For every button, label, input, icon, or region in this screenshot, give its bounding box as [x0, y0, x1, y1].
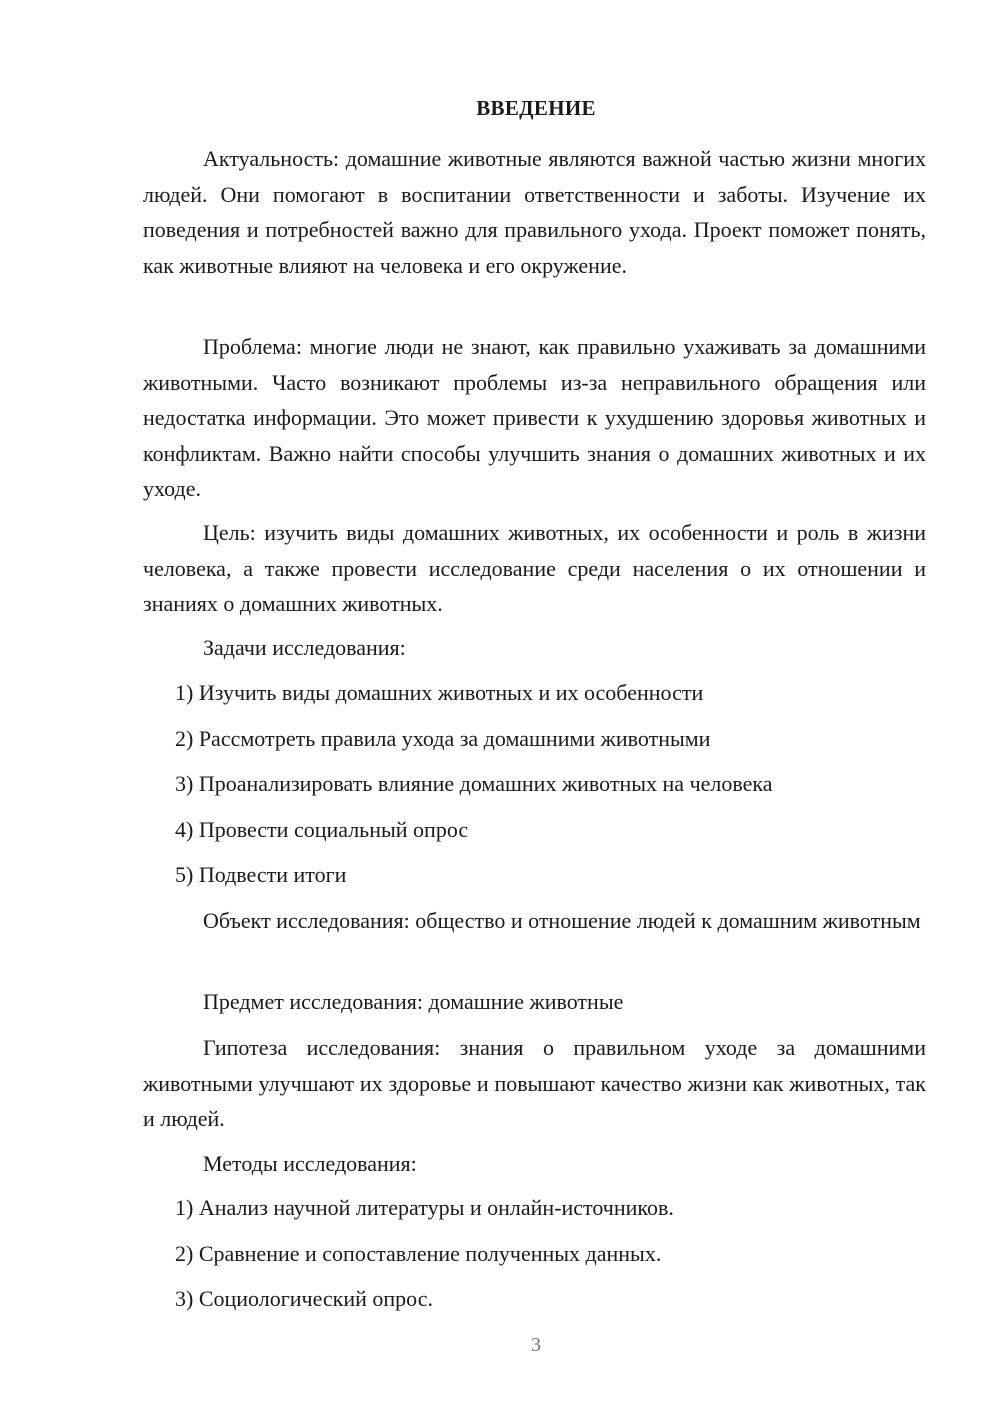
goal-paragraph: Цель: изучить виды домашних животных, их особенности и роль в жизни человека, а также провести исследование среди населения о их отношении и знаниях о домашних животных.	[143, 520, 926, 616]
object-paragraph: Объект исследования: общество и отношение людей к домашним животным	[203, 908, 921, 933]
page-number: 3	[531, 1334, 541, 1356]
method-item-2: 2) Сравнение и сопоставление полученных данных.	[175, 1241, 662, 1266]
task-item-1: 1) Изучить виды домашних животных и их особенности	[175, 680, 704, 705]
task-item-4: 4) Провести социальный опрос	[175, 817, 469, 842]
problem-paragraph: Проблема: многие люди не знают, как правильно ухаживать за домашними животными. Часто возникают проблемы из-за неправильного обращения или недостатка информации. Это может привести к ухудшению здоровья животных и конфликтам. Важно найти способы улучшить знания о домашних животных и их уходе.	[143, 334, 926, 501]
methods-heading: Методы исследования:	[203, 1151, 417, 1176]
task-item-5: 5) Подвести итоги	[175, 862, 347, 887]
method-item-1: 1) Анализ научной литературы и онлайн-источников.	[175, 1195, 674, 1220]
subject-paragraph: Предмет исследования: домашние животные	[203, 989, 624, 1014]
task-item-2: 2) Рассмотреть правила ухода за домашними животными	[175, 726, 711, 751]
tasks-heading: Задачи исследования:	[203, 635, 406, 660]
method-item-3: 3) Социологический опрос.	[175, 1286, 433, 1311]
task-item-3: 3) Проанализировать влияние домашних животных на человека	[175, 771, 773, 796]
hypothesis-paragraph: Гипотеза исследования: знания о правильном уходе за домашними животными улучшают их здоровье и повышают качество жизни как животных, так и людей.	[143, 1035, 926, 1131]
relevance-paragraph: Актуальность: домашние животные являются важной частью жизни многих людей. Они помогают в воспитании ответственности и заботы. Изучение их поведения и потребностей важно для правильного ухода. Проект поможет понять, как животные влияют на человека и его окружение.	[143, 146, 926, 278]
page-title: ВВЕДЕНИЕ	[476, 96, 596, 120]
